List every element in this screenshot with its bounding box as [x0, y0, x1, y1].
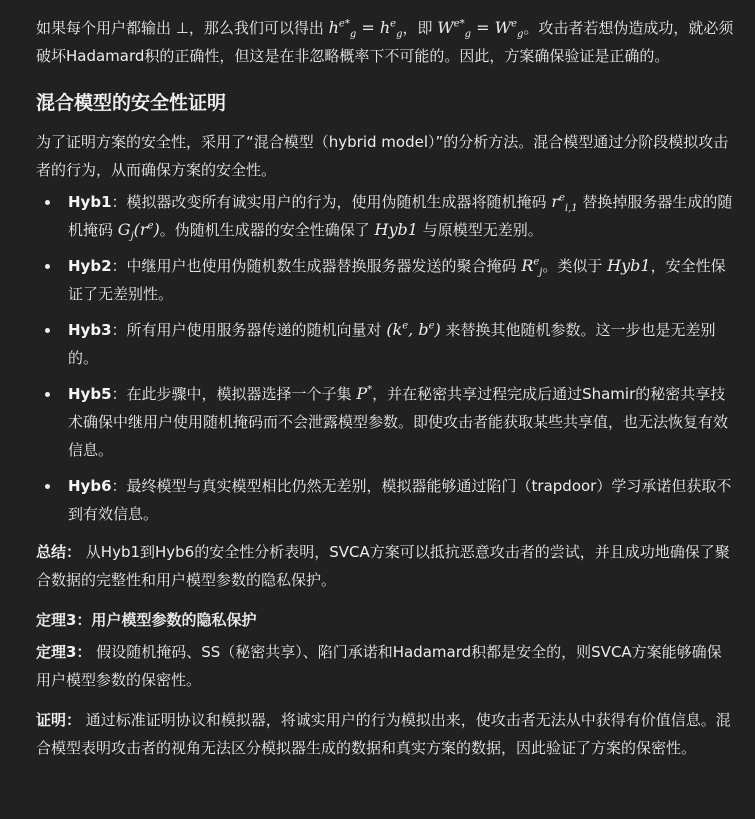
math-W-g-e-star: $W^{e*}_g = W^e_g$ — [437, 18, 524, 41]
math-r-i1: $r^e_{i,1}$ — [551, 192, 578, 215]
hyb-label: Hyb2 — [68, 257, 112, 275]
list-item-hyb6: Hyb6：最终模型与真实模型相比仍然无差别，模拟器能够通过陷门（trapdoor）学习承诺但获取不到有效信息。 — [68, 472, 735, 528]
summary-paragraph — [36, 538, 735, 594]
list-item-hyb5: Hyb5：在此步骤中，模拟器选择一个子集 P*，并在秘密共享过程完成后通过Shamir的秘密共享技术确保中继用户使用随机掩码而不会泄露模型参数。即使攻击者能获取某些共享值，也无法恢复有效信息。 — [68, 380, 735, 464]
math-R-j: $R^e_j$ — [521, 256, 543, 279]
theorem-paragraph — [36, 638, 735, 694]
theorem-label: 定理3： — [36, 643, 92, 661]
math-h-g-e-star: $h^{e*}_g = h^e_g$ — [328, 18, 403, 41]
hyb-label: Hyb6 — [68, 477, 112, 495]
intro-text-3: 。攻击者若想伪造成功，就必须破坏Hadamard积的正确性，但这是在非忽略概率下不可能的。因此，方案确保验证是正确的。 — [36, 19, 734, 65]
summary-label: 总结： — [36, 543, 82, 561]
hybrid-list — [36, 188, 735, 528]
proof-text: 通过标准证明协议和模拟器，将诚实用户的行为模拟出来，使攻击者无法从中获得有价值信息。混合模型表明攻击者的视角无法区分模拟器生成的数据和真实方案的数据，因此验证了方案的保密性。 — [36, 711, 731, 757]
math-Gj: $G_j(r^e)$ — [117, 220, 160, 243]
summary-text: 从Hyb1到Hyb6的安全性分析表明，SVCA方案可以抵抗恶意攻击者的尝试，并且成功地确保了聚合数据的完整性和用户模型参数的隐私保护。 — [36, 543, 730, 589]
intro-paragraph — [36, 14, 735, 70]
intro-text-1: 如果每个用户都输出 ⊥，那么我们可以得出 — [36, 19, 329, 37]
hyb-label: Hyb1 — [68, 193, 112, 211]
hyb-label: Hyb3 — [68, 321, 112, 339]
math-hyb1: Hyb1 — [374, 220, 418, 239]
math-hyb1: Hyb1 — [607, 256, 651, 275]
section-heading: 混合模型的安全性证明 — [36, 92, 227, 114]
math-P-star: P* — [356, 384, 373, 403]
math-ke-be: ($k^e$, $b^e$) — [386, 320, 441, 339]
list-item-hyb3: Hyb3：所有用户使用服务器传递的随机向量对 ($k^e$, $b^e$) 来替换其他随机参数。这一步也是无差别的。 — [68, 316, 735, 372]
proof-paragraph — [36, 706, 735, 762]
hyb-label: Hyb5 — [68, 385, 112, 403]
theorem-text: 假设随机掩码、SS（秘密共享）、陷门承诺和Hadamard积都是安全的，则SVCA方案能够确保用户模型参数的保密性。 — [36, 643, 722, 689]
intro-text-2: ，即 — [402, 19, 438, 37]
theorem-title: 定理3：用户模型参数的隐私保护 — [36, 611, 257, 629]
list-item-hyb1: Hyb1：模拟器改变所有诚实用户的行为，使用伪随机生成器将随机掩码 $r^e_{i,1}$ 替换掉服务器生成的随机掩码 $G_j(r^e)$。伪随机生成器的安全性确保了 Hyb1 与原模型无差别。 — [68, 188, 735, 244]
section-intro: 为了证明方案的安全性，采用了“混合模型（hybrid model）”的分析方法。混合模型通过分阶段模拟攻击者的行为，从而确保方案的安全性。 — [36, 133, 729, 179]
proof-label: 证明： — [36, 711, 82, 729]
list-item-hyb2: Hyb2：中继用户也使用伪随机数生成器替换服务器发送的聚合掩码 $R^e_j$。类似于 Hyb1，安全性保证了无差别性。 — [68, 252, 735, 308]
